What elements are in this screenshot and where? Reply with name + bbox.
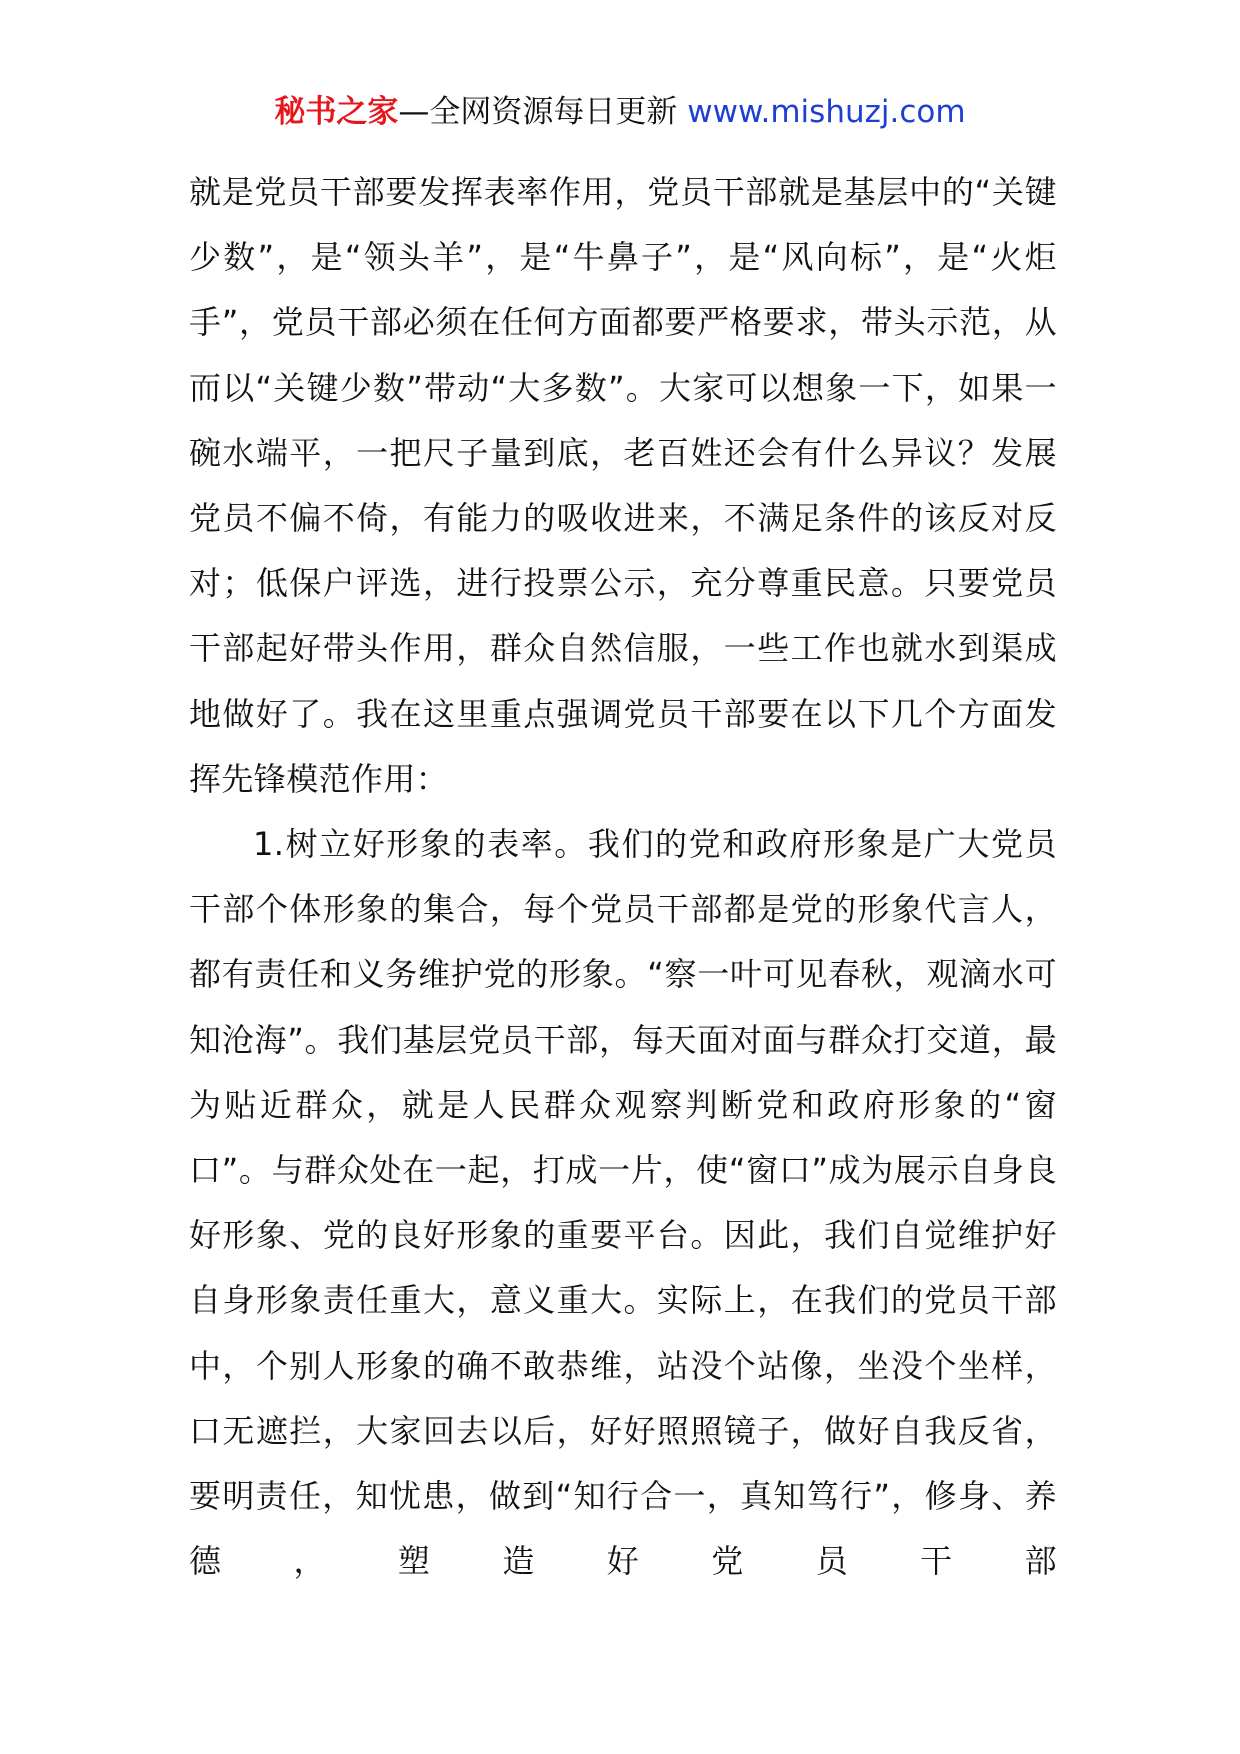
paragraph-point-1: 1.树立好形象的表率。我们的党和政府形象是广大党员干部个体形象的集合，每个党员干部都是党的形象代言人，都有责任和义务维护党的形象。“察一叶可见春秋，观滴水可知沧海”。我们基层党员干部，每天面对面与群众打交道，最为贴近群众，就是人民群众观察判断党和政府形象的“窗口”。与群众处在一起，打成一片，使“窗口”成为展示自身良好形象、党的良好形象的重要平台。因此，我们自觉维护好自身形象责任重大，意义重大。实际上，在我们的党员干部中，个别人形象的确不敢恭维，站没个站像，坐没个坐样，口无遮拦，大家回去以后，好好照照镜子，做好自我反省，要明责任，知忧患，做到“知行合一，真知笃行”，修身、养德，塑造好党员干部 <box>189 825 1057 1581</box>
site-brand: 秘书之家 <box>274 94 399 130</box>
site-tagline: —全网资源每日更新 <box>398 94 688 130</box>
paragraph-continuation: 就是党员干部要发挥表率作用，党员干部就是基层中的“关键少数”，是“领头羊”，是“牛鼻子”，是“风向标”，是“火炬手”，党员干部必须在任何方面都要严格要求，带头示范，从而以“关键少数”带动“大多数”。大家可以想象一下，如果一碗水端平，一把尺子量到底，老百姓还会有什么异议？发展党员不偏不倚，有能力的吸收进来，不满足条件的该反对反对；低保户评选，进行投票公示，充分尊重民意。只要党员干部起好带头作用，群众自然信服，一些工作也就水到渠成地做好了。我在这里重点强调党员干部要在以下几个方面发挥先锋模范作用： <box>189 173 1057 798</box>
document-body <box>189 160 1057 1594</box>
page-header <box>0 92 1240 132</box>
site-url-link[interactable]: www.mishuzj.com <box>687 94 966 130</box>
